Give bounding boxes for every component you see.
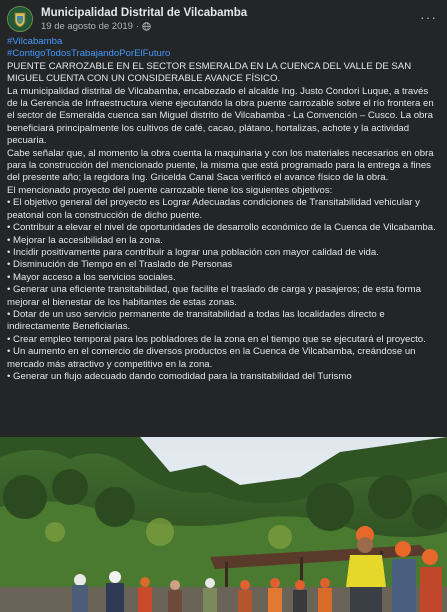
objective-item: • Generar una eficiente transitabilidad, que facilite el traslado de carga y pasajeros; de esta forma mejorar el bienestar de los habitantes de estas zonas. [7, 284, 421, 308]
municipal-crest-logo [8, 7, 32, 31]
objective-item: • Incidir positivamente para contribuir a lograr una población con mayor calidad de vida. [7, 246, 379, 258]
objective-item: • Crear empleo temporal para los pobladores de la zona en el tiempo que se ejecutará el proyecto. [7, 333, 426, 345]
page-name[interactable]: Municipalidad Distrital de Vilcabamba [41, 7, 248, 19]
post-meta: 19 de agosto de 2019 · [41, 21, 151, 32]
more-options-icon[interactable]: ··· [420, 9, 437, 25]
objective-item: • Dotar de un uso servicio permanente de transitabilidad a todas las localidades directo e indirectamente Beneficiarias. [7, 308, 385, 333]
objective-item: • El objetivo general del proyecto es Lograr Adecuadas condiciones de Transitabilidad vehicular y peatonal con la construcción de dicho puente. [7, 197, 420, 221]
globe-icon[interactable] [142, 22, 151, 31]
post-photo[interactable] [0, 437, 447, 612]
objective-item: • Contribuir a elevar el nivel de oportunidades de desarrollo económico de la Cuenca de Vilcabamba. [7, 222, 436, 234]
post-paragraph: El mencionado proyecto del puente carrozable tiene los siguientes objetivos: [7, 184, 333, 196]
hashtag-link[interactable]: #Vilcabamba [7, 36, 63, 47]
post-paragraph: Cabe señalar que, al momento la obra cuenta la maquinaria y con los materiales necesarios en obra para la construcción del mencionado puente, la misma que está programado para la entrega a fines del presente año; la regidora Ing. Gricelda Canal Saca verificó el avance físico de la obra. [7, 147, 434, 184]
objective-item: • Generar un flujo adecuado dando comodidad para la transitabilidad del Turismo [7, 370, 352, 382]
page-avatar[interactable] [7, 6, 33, 32]
post-body [0, 36, 447, 383]
objective-item: • Mayor acceso a los servicios sociales. [7, 271, 176, 283]
post-paragraph: La municipalidad distrital de Vilcabamba, encabezado el alcalde Ing. Justo Condori Luque, a través de la Gerencia de Infraestructura viene ejecutando la obra puente carrozable sobre el río frontera en el sector de Esmeralda cuenca san Miguel distrito de Vilcabamba - La Convención – Cusco. La obra beneficiará principalmente los cultivos de café, cacao, plátano, hortalizas, achote y la actividad pecuaria. [7, 85, 434, 147]
post-header [0, 0, 447, 36]
hashtag-link[interactable]: #ContigoTodosTrabajandoPorElFuturo [7, 48, 171, 60]
post-title: PUENTE CARROZABLE EN EL SECTOR ESMERALDA EN LA CUENCA DEL VALLE DE SAN MIGUEL CUENTA CON UN CONSIDERABLE AVANCE FÍSICO. [7, 60, 412, 85]
objective-item: • Mejorar la accesibilidad en la zona. [7, 234, 163, 246]
post-date[interactable]: 19 de agosto de 2019 [41, 21, 133, 32]
objective-item: • Un aumento en el comercio de diversos productos en la Cuenca de Vilcabamba, creándose un mercado más atractivo y competitivo en la zona. [7, 346, 416, 370]
objective-item: • Disminución de Tiempo en el Traslado de Personas [7, 259, 233, 271]
construction-site-photo [0, 437, 447, 612]
